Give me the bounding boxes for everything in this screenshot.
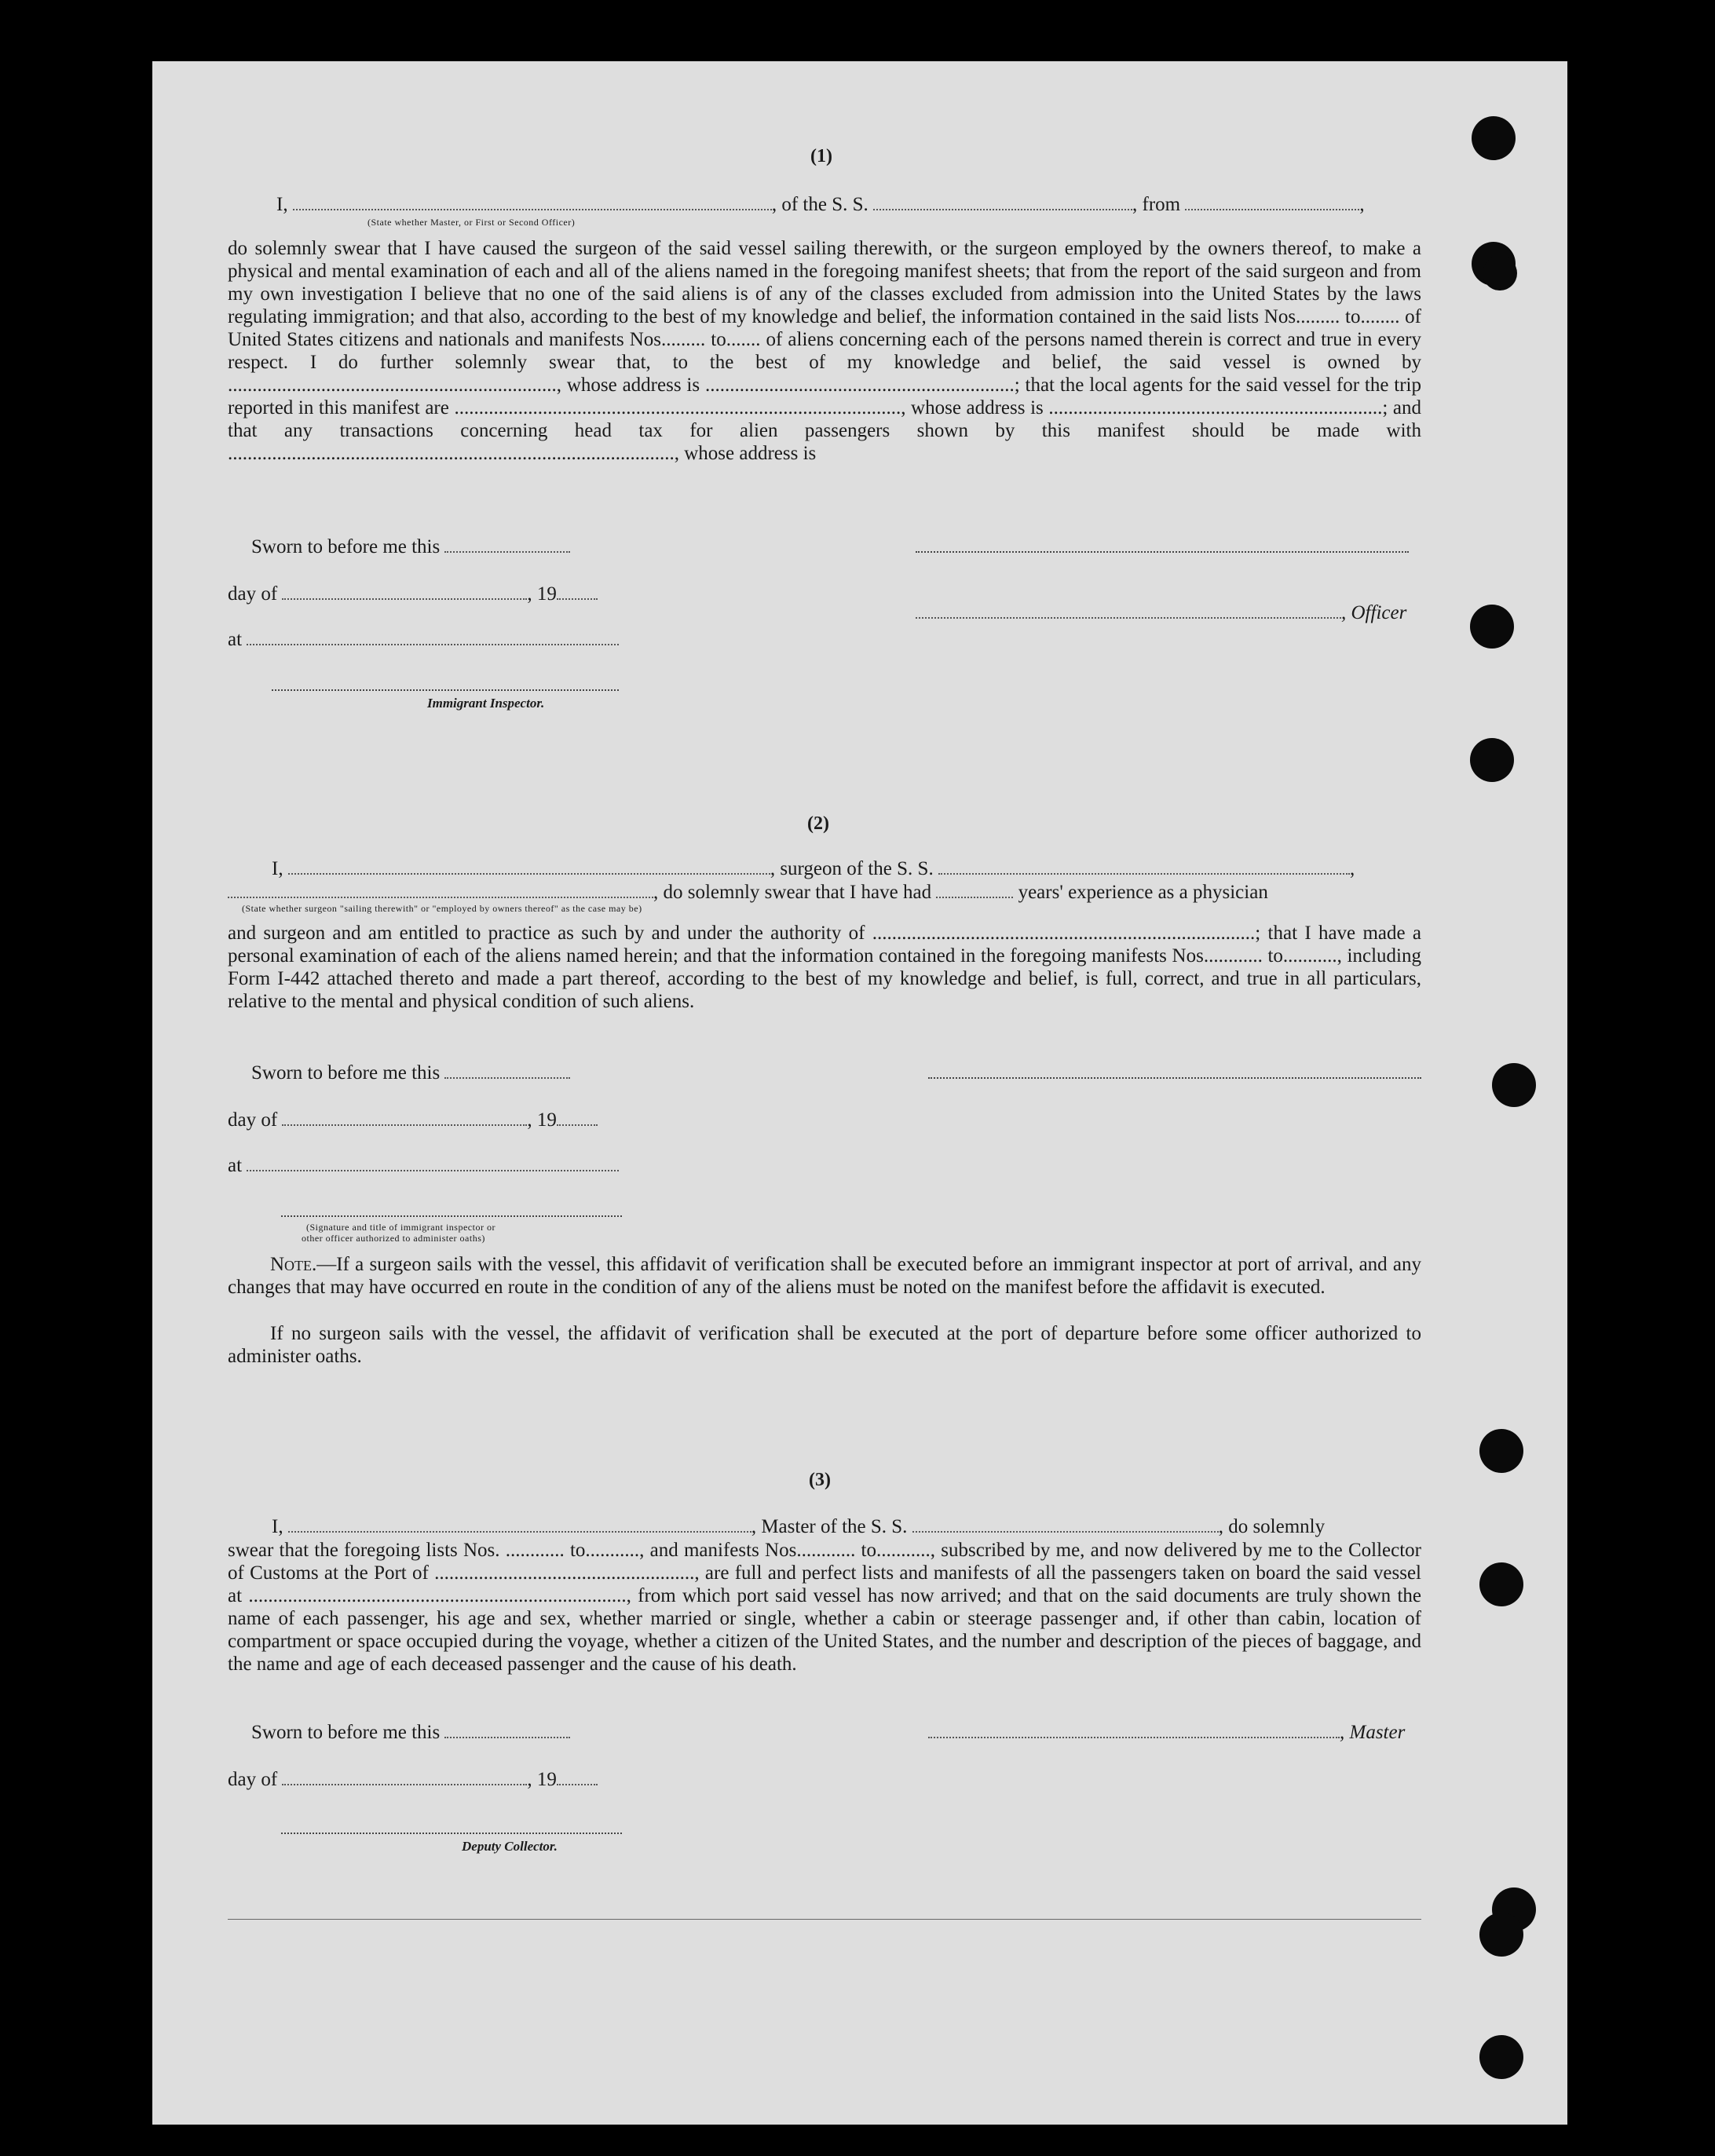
section-3-body: swear that the foregoing lists Nos. ............ to..........., and manifests Nos............ to..........., subscribed by me, and now delivered by me to the Collector of Customs at the Port of ....................................................., are full and perfect lists and manifests of all the passengers taken on board the said vessel at ............................................................................., from which port said vessel has now arrived; and that on the said documents are truly shown the name of each passenger, his age and sex, whether married or single, whether a cabin or steerage passenger and, if other than cabin, location of compartment or space occupied during the voyage, whether a citizen of the United States, and the number and description of the pieces of baggage, and the name and age of each deceased passenger and the cause of his death.	[228, 1540, 1421, 1675]
punch-hole	[1470, 605, 1514, 649]
punch-hole	[1479, 1429, 1523, 1473]
section-3-number: (3)	[809, 1470, 831, 1490]
section-2-at: at	[228, 1154, 619, 1177]
authorized-officer-caption-1: (Signature and title of immigrant inspector or	[306, 1222, 495, 1233]
form-page	[152, 61, 1567, 2125]
punch-hole	[1483, 256, 1517, 291]
section-2-number: (2)	[807, 813, 829, 834]
section-2-day: day of , 19	[228, 1109, 598, 1131]
punch-hole	[1479, 1913, 1523, 1957]
punch-hole	[1479, 2035, 1523, 2079]
section-3-master-sig: , Master	[928, 1721, 1405, 1744]
deputy-collector-label: Deputy Collector.	[462, 1839, 558, 1854]
section-1-officer-sig: , Officer	[916, 601, 1406, 624]
punch-hole	[1492, 1063, 1536, 1107]
section-2-signature-line	[928, 1077, 1421, 1079]
surgeon-caption: (State whether surgeon "sailing therewith" or "employed by owners thereof" as the case may be)	[242, 903, 642, 914]
section-1-opening-line: I, , of the S. S. , from ,	[276, 194, 1365, 215]
section-1-sworn: Sworn to before me this	[251, 535, 570, 558]
punch-hole	[1479, 1562, 1523, 1606]
section-1-number: (1)	[810, 146, 832, 166]
officer-caption: (State whether Master, or First or Second Officer)	[368, 217, 576, 228]
section-3-opening-line: I, , Master of the S. S. , do solemnly	[272, 1516, 1326, 1537]
section-1-day: day of , 19	[228, 583, 598, 605]
section-1-at: at	[228, 628, 619, 651]
section-2-opening-line: I, , surgeon of the S. S. ,	[272, 858, 1355, 879]
immigrant-inspector-label: Immigrant Inspector.	[427, 696, 545, 711]
surgeon-note: Note.—If a surgeon sails with the vessel, this affidavit of verification shall be executed before an immigrant inspector at port of arrival, and any changes that may have occurred en route in the condition of any of the aliens must be noted on the manifest before the affidavit is executed.	[228, 1254, 1421, 1298]
no-surgeon-note: If no surgeon sails with the vessel, the affidavit of verification shall be executed at the port of departure before some officer authorized to administer oaths.	[228, 1323, 1421, 1367]
deputy-collector-signature-line	[281, 1833, 622, 1834]
section-3-day: day of , 19	[228, 1768, 598, 1791]
section-1-officer-line	[916, 551, 1409, 553]
section-2-body: and surgeon and am entitled to practice as such by and under the authority of ..............................................................................; that I have made a personal examination of each of the aliens named herein; and that the information contained in the foregoing manifests Nos............ to..........., including Form I-442 attached thereto and made a part thereof, according to the best of my knowledge and belief, is full, correct, and true in all particulars, relative to the mental and physical condition of such aliens.	[228, 923, 1421, 1012]
authorized-officer-caption-2: other officer authorized to administer oaths)	[302, 1233, 485, 1244]
section-2-second-line: , do solemnly swear that I have had years' experience as a physician	[228, 881, 1268, 904]
bottom-rule	[228, 1919, 1421, 1920]
authorized-officer-signature-line	[281, 1215, 622, 1217]
punch-hole	[1470, 738, 1514, 782]
section-2-sworn: Sworn to before me this	[251, 1062, 570, 1084]
inspector-signature-line	[272, 689, 619, 691]
section-1-body: do solemnly swear that I have caused the surgeon of the said vessel sailing therewith, or the surgeon employed by the owners thereof, to make a physical and mental examination of each and all of the aliens named in the foregoing manifest sheets; that from the report of the said surgeon and from my own investigation I believe that no one of the said aliens is of any of the classes excluded from admission into the United States by the laws regulating immigration; and that also, according to the best of my knowledge and belief, the information contained in the said lists Nos......... to........ of United States citizens and nationals and manifests Nos......... to....... of aliens concerning each of the persons named therein is correct and true in every respect. I do further solemnly swear that, to the best of my knowledge and belief, the said vessel is owned by ..................................................................., whose address is ...............................................................; that the local agents for the said vessel for the trip reported in this manifest are ..........................................................................................., whose address is ....................................................................; and that any transactions concerning head tax for alien passengers shown by this manifest should be made with ..........................................................................................., whose address is	[228, 238, 1421, 464]
punch-hole	[1472, 116, 1516, 160]
section-3-sworn: Sworn to before me this	[251, 1721, 570, 1744]
